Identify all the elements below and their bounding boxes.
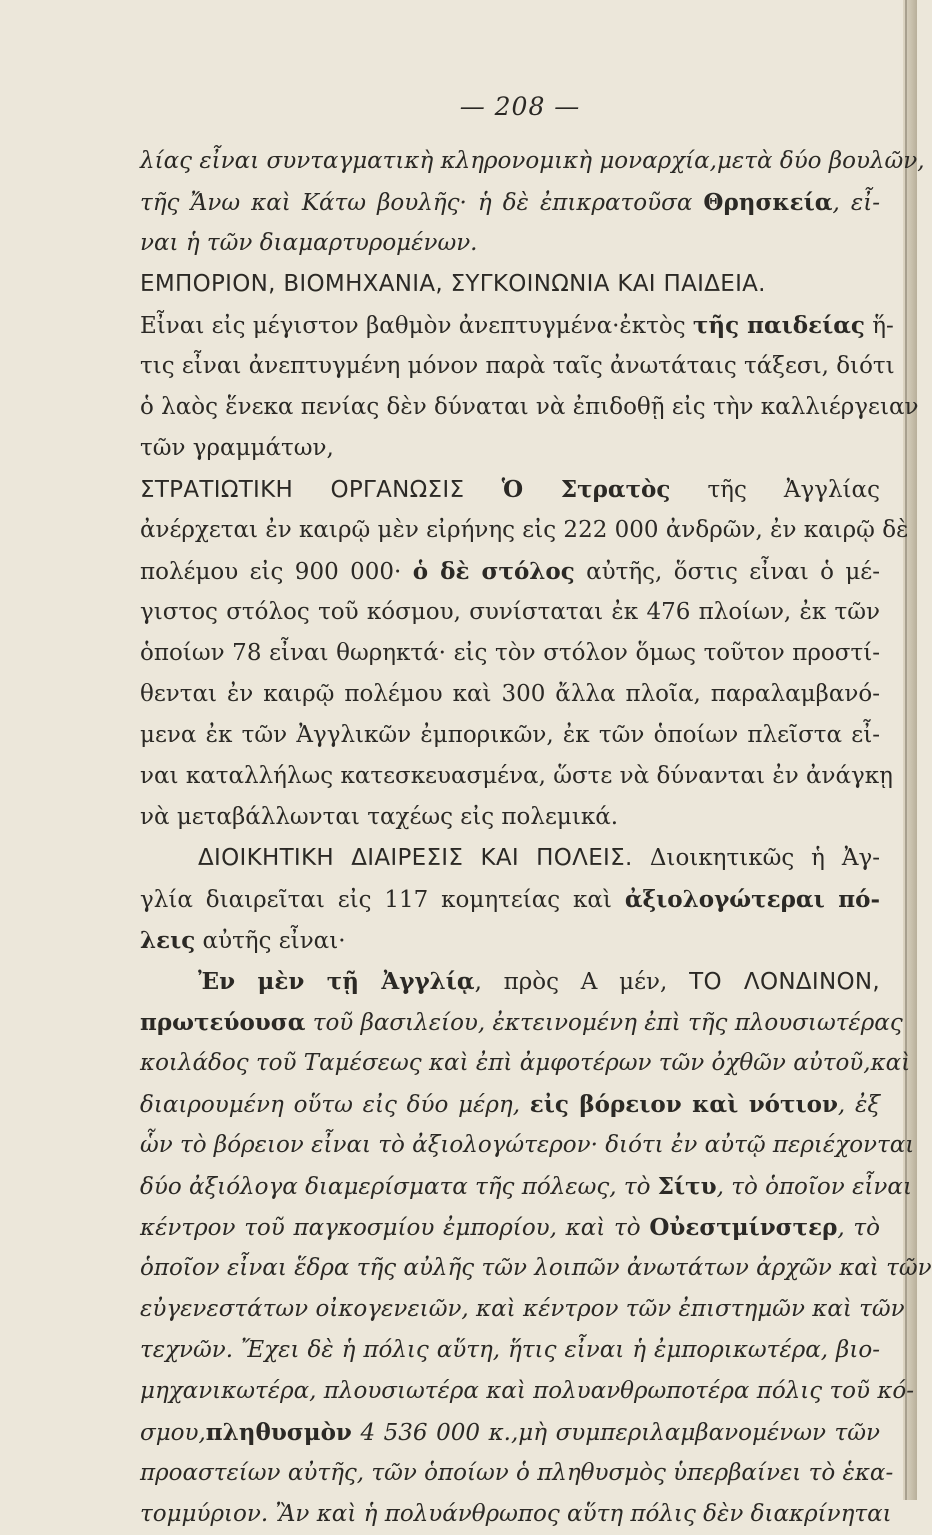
text-run: πληθυσμὸν bbox=[205, 1419, 352, 1446]
text-line bbox=[140, 1494, 892, 1535]
text-run: Θρησκεία bbox=[703, 189, 833, 216]
text-run: εἰς βόρειον καὶ νότιον bbox=[529, 1091, 838, 1118]
text-line bbox=[140, 387, 919, 428]
text-run: πολέμου εἰς 900 000· bbox=[140, 559, 413, 585]
text-line bbox=[140, 592, 880, 633]
text-run: τῆς Ἀγγλίας bbox=[670, 477, 880, 503]
section-heading: ΤΟ ΛΟΝΔΙΝΟΝ, bbox=[689, 969, 880, 995]
text-run: κέντρον τοῦ παγκοσμίου ἐμπορίου, καὶ τὸ bbox=[140, 1215, 650, 1241]
text-run: διαιρουμένη οὕτω εἰς δύο μέρη, bbox=[140, 1092, 530, 1118]
text-run: τῆς Ἄνω καὶ Κάτω βουλῆς· ἡ δὲ ἐπικρατοῦσα bbox=[140, 190, 704, 216]
text-run: Ὁ Στρατὸς bbox=[501, 476, 671, 503]
section-heading: ΔΙΟΙΚΗΤΙΚΗ ΔΙΑΙΡΕΣΙΣ ΚΑΙ ΠΟΛΕΙΣ. bbox=[198, 845, 650, 871]
text-run: μενα ἐκ τῶν Ἀγγλικῶν ἐμπορικῶν, ἐκ τῶν ὁποίων πλεῖστα εἶ- bbox=[140, 722, 880, 748]
text-run: ὁποίων 78 εἶναι θωρηκτά· εἰς τὸν στόλον ὅμως τοῦτον προστί- bbox=[140, 640, 880, 666]
text-line bbox=[140, 1453, 894, 1494]
text-line bbox=[140, 1207, 880, 1248]
text-line bbox=[140, 551, 880, 592]
text-run: ἀξιολογώτεραι πό- bbox=[624, 886, 881, 913]
text-line bbox=[140, 1248, 932, 1289]
text-run: λεις bbox=[140, 927, 196, 954]
text-line bbox=[140, 1412, 880, 1453]
text-run: ναι ἡ τῶν διαμαρτυρομένων. bbox=[140, 230, 478, 256]
text-line bbox=[140, 1043, 911, 1084]
text-line bbox=[140, 182, 880, 223]
text-run: τομμύριον. Ἂν καὶ ἡ πολυάνθρωπος αὕτη πόλις δὲν διακρίνηται bbox=[140, 1501, 892, 1527]
text-run: τεχνῶν. Ἔχει δὲ ἡ πόλις αὕτη, ἥτις εἶναι ἡ ἐμπορικωτέρα, βιο- bbox=[140, 1337, 880, 1363]
text-line bbox=[140, 1330, 880, 1371]
text-run: Σίτυ bbox=[657, 1173, 717, 1200]
text-run: λίας εἶναι συνταγματικὴ κληρονομικὴ μοναρχία,μετὰ δύο βουλῶν, bbox=[140, 148, 925, 174]
text-line bbox=[140, 428, 880, 469]
text-run: προαστείων αὐτῆς, τῶν ὁποίων ὁ πληθυσμὸς ὑπερβαίνει τὸ ἑκα- bbox=[140, 1460, 894, 1486]
text-line bbox=[140, 510, 909, 551]
text-line bbox=[140, 223, 880, 264]
text-run: γιστος στόλος τοῦ κόσμου, συνίσταται ἐκ 476 πλοίων, ἐκ τῶν bbox=[140, 599, 880, 625]
text-run: , τὸ ὁποῖον εἶναι bbox=[716, 1174, 912, 1200]
text-run: τοῦ βασιλείου, ἐκτεινομένη ἐπὶ τῆς πλουσιωτέρας bbox=[305, 1010, 903, 1036]
text-line bbox=[140, 633, 880, 674]
text-run: ἀνέρχεται ἐν καιρῷ μὲν εἰρήνης εἰς 222 000 ἀνδρῶν, ἐν καιρῷ δὲ bbox=[140, 517, 909, 543]
text-run: Ἐν μὲν τῇ Ἀγγλίᾳ bbox=[198, 968, 475, 995]
text-line bbox=[140, 1371, 915, 1412]
text-run: μηχανικωτέρα, πλουσιωτέρα καὶ πολυανθρωποτέρα πόλις τοῦ κό- bbox=[140, 1378, 915, 1404]
page-number: — 208 — bbox=[459, 92, 581, 121]
text-run: , εἶ- bbox=[832, 190, 880, 216]
text-line bbox=[140, 1125, 915, 1166]
text-run: κοιλάδος τοῦ Ταμέσεως καὶ ἐπὶ ἀμφοτέρων τῶν ὀχθῶν αὐτοῦ,καὶ bbox=[140, 1050, 911, 1076]
text-line bbox=[140, 838, 880, 879]
text-line bbox=[140, 305, 894, 346]
text-run: 4 536 000 κ.,μὴ συμπεριλαμβανομένων τῶν bbox=[351, 1420, 880, 1446]
text-run: ὧν τὸ βόρειον εἶναι τὸ ἀξιολογώτερον· διότι ἐν αὐτῷ περιέχονται bbox=[140, 1132, 915, 1158]
section-heading: ΣΤΡΑΤΙΩΤΙΚΗ ΟΡΓΑΝΩΣΙΣ bbox=[140, 477, 502, 503]
text-run: Οὐεστμίνστερ bbox=[649, 1214, 838, 1241]
text-run: τῆς παιδείας bbox=[692, 312, 865, 339]
text-run: ναι καταλλήλως κατεσκευασμένα, ὥστε νὰ δύνανται ἐν ἀνάγκῃ bbox=[140, 763, 893, 789]
text-run: Διοικητικῶς ἡ Ἀγ- bbox=[649, 845, 880, 871]
text-line bbox=[140, 756, 893, 797]
text-body bbox=[140, 141, 932, 1535]
text-run: νὰ μεταβάλλωνται ταχέως εἰς πολεμικά. bbox=[140, 804, 619, 830]
section-heading: ΕΜΠΟΡΙΟΝ, ΒΙΟΜΗΧΑΝΙΑ, ΣΥΓΚΟΙΝΩΝΙΑ ΚΑΙ ΠΑΙΔΕΙΑ. bbox=[140, 271, 766, 297]
text-run: ὁ δὲ στόλος bbox=[412, 558, 575, 585]
text-line bbox=[140, 1166, 912, 1207]
text-run: θενται ἐν καιρῷ πολέμου καὶ 300 ἄλλα πλοῖα, παραλαμβανό- bbox=[140, 681, 880, 707]
text-line bbox=[140, 346, 895, 387]
text-run: πρωτεύουσα bbox=[140, 1009, 306, 1036]
text-run: ἥ- bbox=[864, 313, 894, 339]
text-run: Εἶναι εἰς μέγιστον βαθμὸν ἀνεπτυγμένα·ἐκτὸς bbox=[140, 313, 693, 339]
text-run: εὐγενεστάτων οἰκογενειῶν, καὶ κέντρον τῶν ἐπιστημῶν καὶ τῶν bbox=[140, 1296, 905, 1322]
text-run: ὁ λαὸς ἕνεκα πενίας δὲν δύναται νὰ ἐπιδοθῇ εἰς τὴν καλλιέργειαν bbox=[140, 394, 919, 420]
text-run: , τὸ bbox=[837, 1215, 880, 1241]
text-line bbox=[140, 141, 925, 182]
text-run: τις εἶναι ἀνεπτυγμένη μόνον παρὰ ταῖς ἀνωτάταις τάξεσι, διότι bbox=[140, 353, 895, 379]
text-line bbox=[140, 879, 880, 920]
text-line bbox=[140, 264, 880, 305]
text-line bbox=[140, 961, 880, 1002]
text-run: δύο ἀξιόλογα διαμερίσματα τῆς πόλεως, τὸ bbox=[140, 1174, 658, 1200]
text-run: , πρὸς Α μέν, bbox=[474, 969, 690, 995]
text-run: , ἐξ bbox=[837, 1092, 880, 1118]
text-line bbox=[140, 920, 880, 961]
text-run: αὐτῆς, ὅστις εἶναι ὁ μέ- bbox=[574, 559, 880, 585]
text-line bbox=[140, 469, 880, 510]
text-line bbox=[140, 715, 880, 756]
text-line bbox=[140, 1289, 905, 1330]
text-run: ὁποῖον εἶναι ἕδρα τῆς αὐλῆς τῶν λοιπῶν ἀνωτάτων ἀρχῶν καὶ τῶν bbox=[140, 1255, 932, 1281]
text-run: αὐτῆς εἶναι· bbox=[195, 928, 346, 954]
text-line bbox=[140, 1084, 880, 1125]
page-content bbox=[140, 92, 932, 1535]
text-line bbox=[140, 674, 880, 715]
text-run: τῶν γραμμάτων, bbox=[140, 435, 334, 461]
text-run: σμου, bbox=[140, 1420, 206, 1446]
text-run: γλία διαιρεῖται εἰς 117 κομητείας καὶ bbox=[140, 887, 625, 913]
text-line bbox=[140, 797, 880, 838]
text-line bbox=[140, 1002, 903, 1043]
